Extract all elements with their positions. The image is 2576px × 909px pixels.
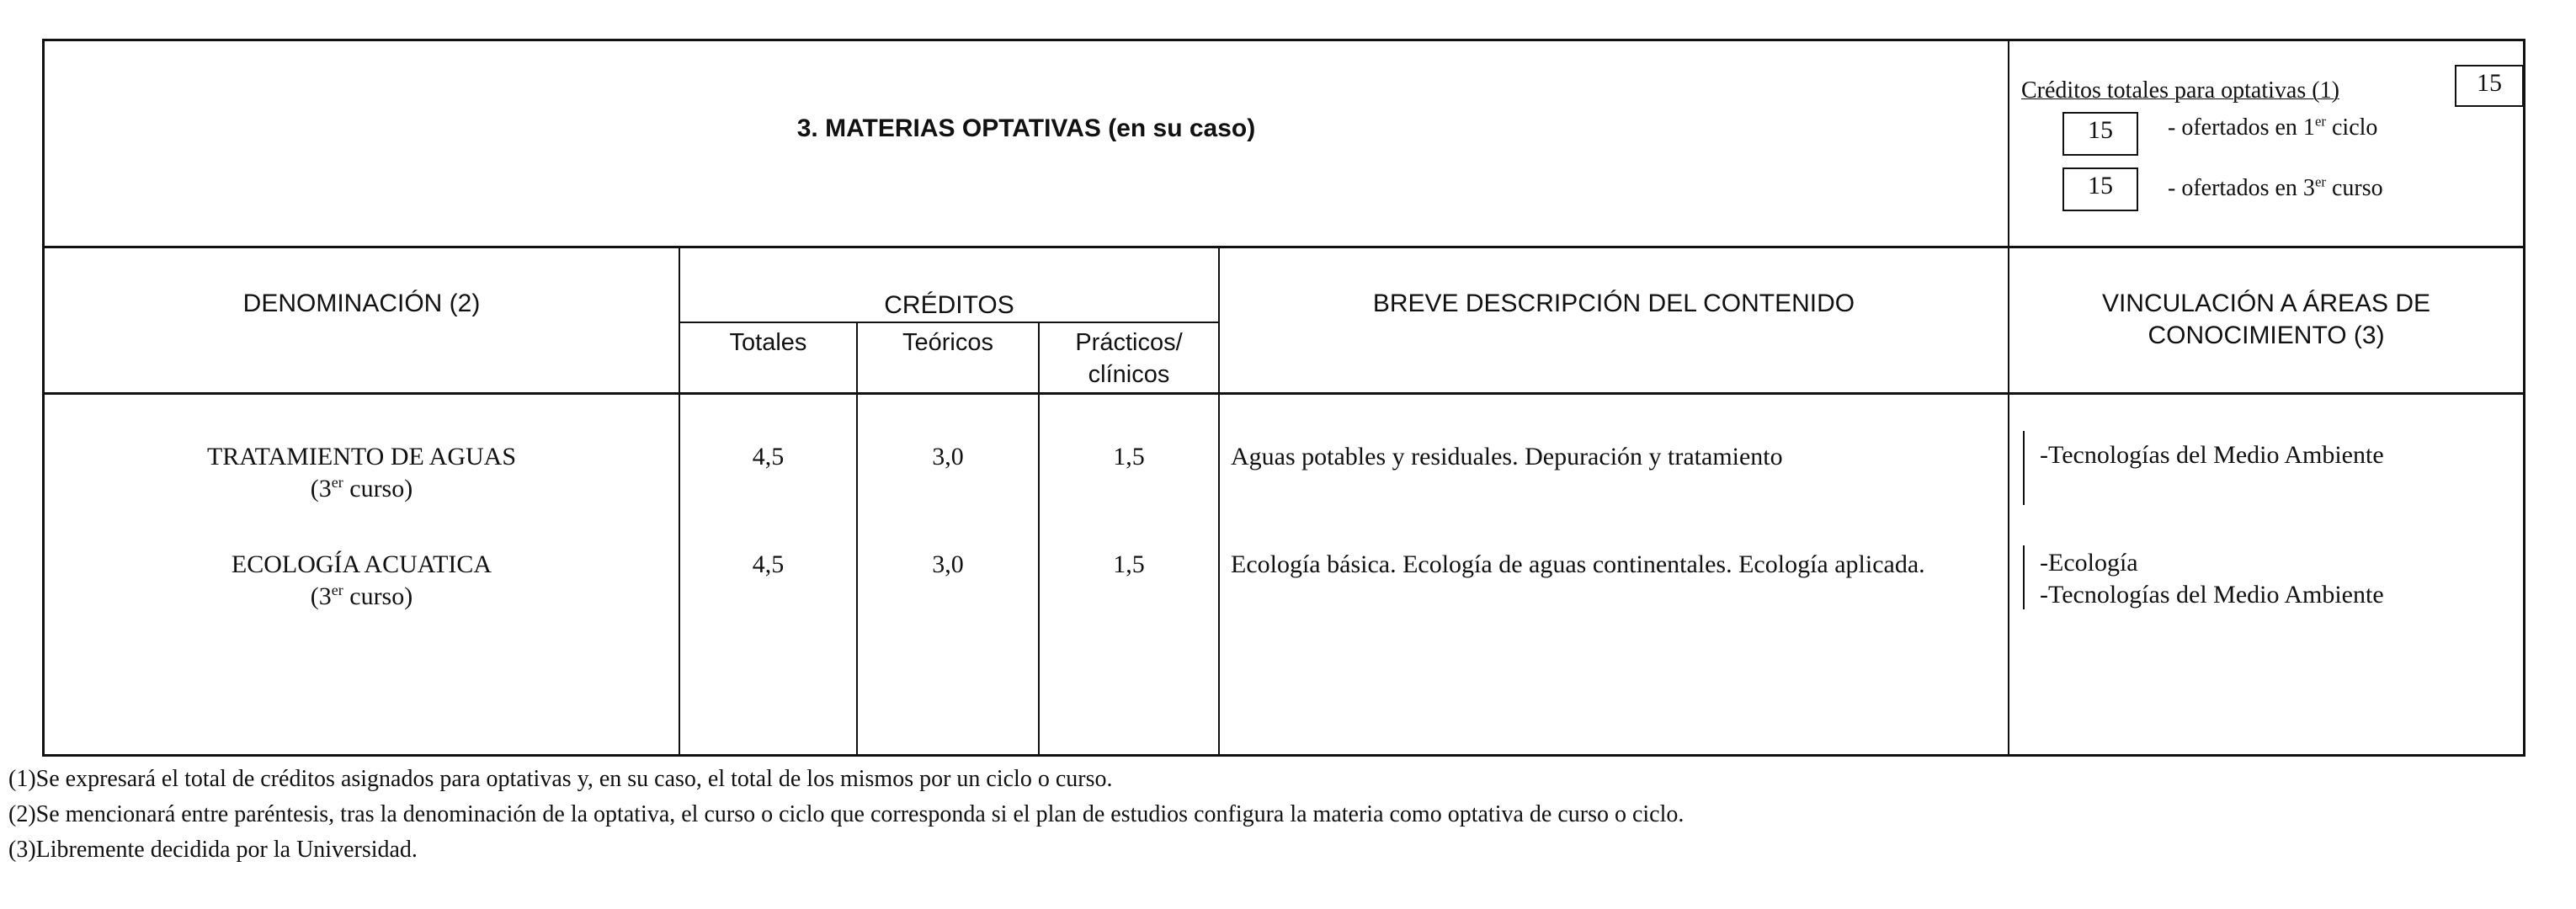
curso-label-sup: er xyxy=(2314,173,2326,190)
row-name: TRATAMIENTO DE AGUAS xyxy=(206,443,517,470)
footnote-1: (1)Se expresará el total de créditos asignados para optativas y, en su caso, el total de los mismos por un ciclo o curso. xyxy=(8,766,1113,792)
header-vinculacion-line2: CONOCIMIENTO (3) xyxy=(2148,322,2385,349)
footnote-2: (2)Se mencionará entre paréntesis, tras la denominación de la optativa, el curso o ciclo que corresponda si el plan de estudios configura la materia como optativa de curso o ciclo. xyxy=(8,801,1685,827)
border-bottom xyxy=(42,754,2525,757)
row-course xyxy=(45,473,679,505)
header-practicos xyxy=(1040,327,1218,391)
separator-title xyxy=(42,246,2525,248)
row-course-post: curso) xyxy=(343,475,413,502)
curso-label-post: curso xyxy=(2325,175,2383,201)
area-bracket xyxy=(2023,545,2025,609)
row-course-pre: (3 xyxy=(310,475,332,502)
header-vinculacion xyxy=(2009,288,2523,352)
row-totales: 4,5 xyxy=(752,443,785,470)
divider-denominacion xyxy=(679,246,680,757)
border-top xyxy=(42,39,2525,41)
area-bracket xyxy=(2023,431,2025,505)
row-description: Aguas potables y residuales. Depuración y tratamiento xyxy=(1231,443,1783,470)
divider-totales xyxy=(856,322,858,757)
row-course-sup: er xyxy=(331,582,343,598)
border-left xyxy=(42,39,45,757)
credits-total-label xyxy=(2021,77,2339,104)
divider-practicos xyxy=(1218,246,1220,757)
row-teoricos: 3,0 xyxy=(932,443,964,470)
row-course-sup: er xyxy=(331,474,343,491)
header-descripcion: BREVE DESCRIPCIÓN DEL CONTENIDO xyxy=(1372,290,1855,317)
row-area-1: -Ecología xyxy=(2040,549,2138,577)
curso-label xyxy=(2168,175,2383,202)
border-right xyxy=(2523,39,2525,757)
row-teoricos: 3,0 xyxy=(932,550,964,578)
curso-label-text: - ofertados en 3 xyxy=(2168,175,2315,201)
row-totales: 4,5 xyxy=(752,550,785,578)
credits-total-text: Créditos totales para optativas (1) xyxy=(2021,77,2339,104)
row-description: Ecología básica. Ecología de aguas continentales. Ecología aplicada. xyxy=(1231,550,1925,578)
header-practicos-line1: Prácticos/ xyxy=(1075,329,1183,356)
ciclo-label xyxy=(2168,114,2377,141)
separator-header xyxy=(42,392,2525,395)
row-name-cell xyxy=(45,549,679,613)
ciclo-label-sup: er xyxy=(2314,113,2326,130)
row-practicos: 1,5 xyxy=(1113,550,1145,578)
divider-options xyxy=(2008,39,2009,757)
curso-box: 15 xyxy=(2062,167,2138,211)
row-name-cell xyxy=(45,441,679,505)
row-course-post: curso) xyxy=(343,582,413,610)
row-course-pre: (3 xyxy=(310,582,332,610)
row-practicos: 1,5 xyxy=(1113,443,1145,470)
header-denominacion: DENOMINACIÓN (2) xyxy=(242,290,481,317)
ciclo-label-post: ciclo xyxy=(2325,114,2378,141)
row-name: ECOLOGÍA ACUATICA xyxy=(231,550,492,578)
row-area-2: -Tecnologías del Medio Ambiente xyxy=(2040,581,2384,609)
ciclo-label-text: - ofertados en 1 xyxy=(2168,114,2315,141)
header-vinculacion-line1: VINCULACIÓN A ÁREAS DE xyxy=(2101,290,2431,317)
separator-creditos xyxy=(679,322,1219,323)
header-totales: Totales xyxy=(729,329,807,356)
section-title: 3. MATERIAS OPTATIVAS (en su caso) xyxy=(796,114,1256,142)
header-creditos: CRÉDITOS xyxy=(884,291,1014,319)
header-teoricos: Teóricos xyxy=(902,329,993,356)
row-course xyxy=(45,581,679,613)
row-area-1: -Tecnologías del Medio Ambiente xyxy=(2040,441,2384,469)
ciclo-box: 15 xyxy=(2062,112,2138,156)
footnote-3: (3)Libremente decidida por la Universidad. xyxy=(8,837,418,863)
header-practicos-line2: clínicos xyxy=(1088,361,1170,388)
credits-total-box: 15 xyxy=(2455,65,2524,107)
